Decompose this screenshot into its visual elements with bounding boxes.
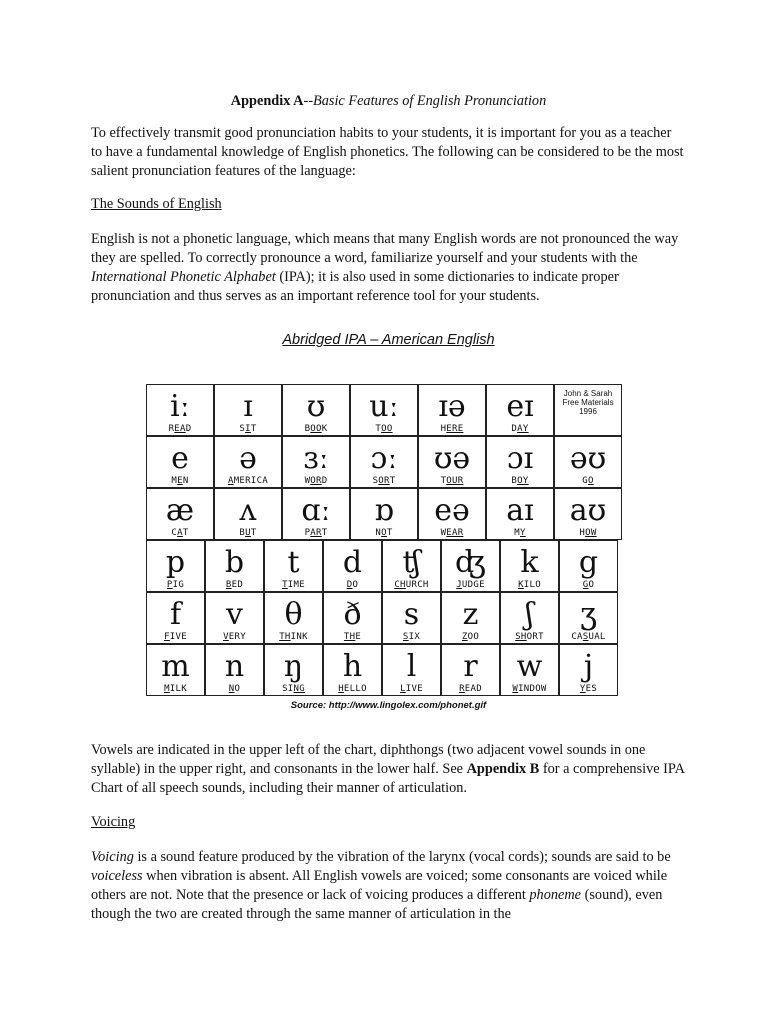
section-heading-voicing: Voicing xyxy=(91,814,136,830)
ipa-example-word: MY xyxy=(514,528,526,538)
ipa-cell xyxy=(559,540,618,592)
sounds-paragraph xyxy=(91,230,686,306)
ipa-cell xyxy=(282,488,350,540)
ipa-cell xyxy=(486,488,554,540)
ipa-symbol: uː xyxy=(369,389,399,424)
ipa-example-word: GO xyxy=(582,476,594,486)
ipa-cell xyxy=(500,592,559,644)
ipa-example-word: BED xyxy=(225,580,244,590)
ipa-example-word: WINDOW xyxy=(512,684,547,694)
ipa-example-word: CHURCH xyxy=(394,580,429,590)
ipa-cell xyxy=(418,384,486,436)
chart-title: Abridged IPA – American English xyxy=(282,332,495,348)
ipa-symbol: ɜː xyxy=(303,441,329,476)
ipa-symbol: ʒ xyxy=(580,597,597,632)
ipa-cell xyxy=(214,436,282,488)
ipa-symbol: f xyxy=(169,597,182,632)
ipa-cell xyxy=(146,644,205,696)
ipa-cell xyxy=(559,644,618,696)
ipa-symbol: eɪ xyxy=(506,389,534,424)
ipa-example-word: MILK xyxy=(164,684,187,694)
ipa-example-word: CAT xyxy=(171,528,189,538)
ipa-cell xyxy=(323,644,382,696)
ipa-symbol: v xyxy=(226,597,243,632)
voicing-paragraph xyxy=(91,848,686,924)
ipa-symbol: ɔː xyxy=(370,441,398,476)
ipa-cell xyxy=(205,644,264,696)
title-bold: Appendix A xyxy=(230,93,304,109)
ipa-example-word: YES xyxy=(579,684,598,694)
voicing-text-1: is a sound feature produced by the vibration of the larynx (vocal cords); sounds are said to be xyxy=(133,849,671,865)
ipa-example-word: NOT xyxy=(375,528,393,538)
ipa-cell xyxy=(205,540,264,592)
ipa-cell xyxy=(441,644,500,696)
ipa-symbol: t xyxy=(287,545,300,580)
ipa-cell xyxy=(146,488,214,540)
ipa-cell xyxy=(350,436,418,488)
ipa-cell xyxy=(382,644,441,696)
ipa-symbol: ɒ xyxy=(374,493,394,528)
phoneme-term: phoneme xyxy=(529,887,582,903)
ipa-symbol: e xyxy=(171,441,189,476)
ipa-example-word: GO xyxy=(582,580,595,590)
ipa-symbol: j xyxy=(583,649,594,684)
ipa-cell xyxy=(350,384,418,436)
voicing-term: Voicing xyxy=(91,849,134,865)
ipa-consonant-row xyxy=(146,540,622,592)
ipa-symbol: k xyxy=(520,545,539,580)
ipa-symbol: ð xyxy=(343,597,362,632)
ipa-cell xyxy=(323,540,382,592)
ipa-symbol: ŋ xyxy=(283,649,304,684)
ipa-symbol: s xyxy=(403,597,420,632)
ipa-cell xyxy=(418,436,486,488)
ipa-example-word: JUDGE xyxy=(456,580,485,590)
ipa-cell xyxy=(382,540,441,592)
vowels-paragraph xyxy=(91,741,686,798)
ipa-symbol: eə xyxy=(434,493,470,528)
ipa-cell xyxy=(382,592,441,644)
intro-paragraph: To effectively transmit good pronunciation habits to your students, it is important for you as a teacher to have a fundamental knowledge of English phonetics. The following can be considered to be the most salient pronunciation features of the language: xyxy=(91,125,684,179)
ipa-example-word: READ xyxy=(459,684,482,694)
ipa-cell xyxy=(214,384,282,436)
ipa-symbol: əʊ xyxy=(569,441,607,476)
ipa-cell xyxy=(146,592,205,644)
ipa-symbol: aɪ xyxy=(506,493,534,528)
ipa-example-word: SHORT xyxy=(515,632,544,642)
ipa-cell xyxy=(146,384,214,436)
ipa-example-word: SING xyxy=(282,684,305,694)
ipa-symbol: θ xyxy=(284,597,303,632)
ipa-symbol: b xyxy=(224,545,245,580)
ipa-example-word: DO xyxy=(346,580,359,590)
ipa-cell xyxy=(282,384,350,436)
ipa-cell xyxy=(500,644,559,696)
ipa-example-word: PART xyxy=(304,528,328,538)
ipa-vowel-row xyxy=(146,488,622,540)
ipa-symbol: ʤ xyxy=(455,545,486,580)
ipa-example-word: HELLO xyxy=(338,684,367,694)
ipa-symbol: ʌ xyxy=(239,493,257,528)
ipa-cell xyxy=(418,488,486,540)
ipa-symbol: iː xyxy=(170,389,190,424)
ipa-example-word: READ xyxy=(168,424,192,434)
chart-source: Source: http://www.lingolex.com/phonet.gif xyxy=(290,700,487,711)
ipa-cell xyxy=(205,592,264,644)
ipa-cell xyxy=(323,592,382,644)
voicing-text-3: (sound), even though the two are created through the same manner of articulation in the xyxy=(91,887,663,922)
ipa-vowel-row xyxy=(146,436,622,488)
ipa-cell xyxy=(486,384,554,436)
ipa-example-word: HERE xyxy=(440,424,464,434)
ipa-credit: John & Sarah Free Materials 1996 xyxy=(562,389,614,416)
ipa-cell xyxy=(264,592,323,644)
ipa-example-word: WORD xyxy=(304,476,328,486)
voiceless-term: voiceless xyxy=(91,868,143,884)
ipa-cell xyxy=(146,436,214,488)
ipa-symbol: ʃ xyxy=(525,597,534,632)
ipa-symbol: r xyxy=(463,649,478,684)
ipa-example-word: FIVE xyxy=(164,632,187,642)
ipa-example-word: BOOK xyxy=(304,424,328,434)
ipa-cell xyxy=(554,436,622,488)
ipa-symbol: p xyxy=(165,545,186,580)
ipa-cell xyxy=(500,540,559,592)
ipa-cell xyxy=(282,436,350,488)
ipa-symbol: h xyxy=(342,649,363,684)
ipa-chart xyxy=(146,384,622,696)
ipa-example-word: THINK xyxy=(279,632,308,642)
ipa-example-word: BOY xyxy=(511,476,529,486)
ipa-symbol: aʊ xyxy=(569,493,607,528)
ipa-symbol: n xyxy=(224,649,245,684)
ipa-symbol: d xyxy=(342,545,363,580)
ipa-example-word: SORT xyxy=(372,476,396,486)
ipa-example-word: AMERICA xyxy=(227,476,269,486)
ipa-symbol: ɪə xyxy=(438,389,466,424)
ipa-cell xyxy=(486,436,554,488)
ipa-example-word: ZOO xyxy=(461,632,480,642)
ipa-example-word: BUT xyxy=(239,528,257,538)
page-title xyxy=(91,93,686,110)
vowels-text-b: for a comprehensive IPA Chart of all speech sounds, including their manner of articulation. xyxy=(91,761,685,796)
sounds-text-b: (IPA); it is also used in some dictionaries to indicate proper pronunciation and thus serves as an important reference tool for your students. xyxy=(91,269,619,304)
ipa-symbol: ʊə xyxy=(433,441,471,476)
sounds-text-a: English is not a phonetic language, which means that many English words are not pronounced the way they are spelled. To correctly pronounce a word, familiarize yourself and your students with the xyxy=(91,231,679,266)
ipa-consonant-row xyxy=(146,644,622,696)
ipa-cell xyxy=(441,592,500,644)
ipa-symbol: z xyxy=(462,597,479,632)
ipa-cell xyxy=(350,488,418,540)
ipa-cell xyxy=(554,488,622,540)
ipa-cell xyxy=(559,592,618,644)
ipa-example-word: VERY xyxy=(223,632,246,642)
ipa-credit-cell xyxy=(554,384,622,436)
vowels-text-a: Vowels are indicated in the upper left of the chart, diphthongs (two adjacent vowel sounds in one syllable) in the upper right, and consonants in the lower half. See xyxy=(91,742,646,777)
ipa-example-word: PIG xyxy=(166,580,185,590)
ipa-symbol: ʧ xyxy=(402,545,421,580)
voicing-text-2: when vibration is absent. All English vowels are voiced; some consonants are voiced while others are not. Note that the presence or lack of voicing produces a different xyxy=(91,868,668,903)
ipa-example-word: KILO xyxy=(518,580,541,590)
ipa-example-word: WEAR xyxy=(440,528,464,538)
ipa-vowel-row xyxy=(146,384,622,436)
appendix-b-ref: Appendix B xyxy=(466,761,540,777)
ipa-example-word: LIVE xyxy=(400,684,423,694)
ipa-symbol: ə xyxy=(239,441,257,476)
ipa-cell xyxy=(264,540,323,592)
ipa-term: International Phonetic Alphabet xyxy=(91,269,276,285)
ipa-cell xyxy=(441,540,500,592)
title-dash: -- xyxy=(303,93,313,109)
ipa-symbol: ʊ xyxy=(306,389,326,424)
ipa-example-word: MEN xyxy=(171,476,189,486)
ipa-cell xyxy=(214,488,282,540)
ipa-cell xyxy=(146,540,205,592)
ipa-example-word: TIME xyxy=(282,580,305,590)
ipa-example-word: NO xyxy=(228,684,241,694)
section-heading-sounds: The Sounds of English xyxy=(91,196,222,212)
ipa-example-word: SIT xyxy=(239,424,257,434)
ipa-example-word: HOW xyxy=(579,528,597,538)
ipa-example-word: SIX xyxy=(402,632,421,642)
ipa-consonant-row xyxy=(146,592,622,644)
ipa-example-word: TOO xyxy=(375,424,393,434)
ipa-example-word: TOUR xyxy=(440,476,464,486)
ipa-symbol: ɪ xyxy=(243,389,253,424)
title-italic: Basic Features of English Pronunciation xyxy=(313,93,547,109)
ipa-example-word: DAY xyxy=(511,424,529,434)
ipa-symbol: æ xyxy=(165,493,195,528)
ipa-symbol: ɔɪ xyxy=(506,441,534,476)
ipa-symbol: w xyxy=(516,649,543,684)
ipa-symbol: m xyxy=(161,649,190,684)
ipa-symbol: ɑː xyxy=(301,493,331,528)
ipa-example-word: THE xyxy=(343,632,362,642)
ipa-cell xyxy=(264,644,323,696)
ipa-symbol: l xyxy=(406,649,417,684)
ipa-example-word: CASUAL xyxy=(571,632,606,642)
ipa-symbol: g xyxy=(578,545,599,580)
